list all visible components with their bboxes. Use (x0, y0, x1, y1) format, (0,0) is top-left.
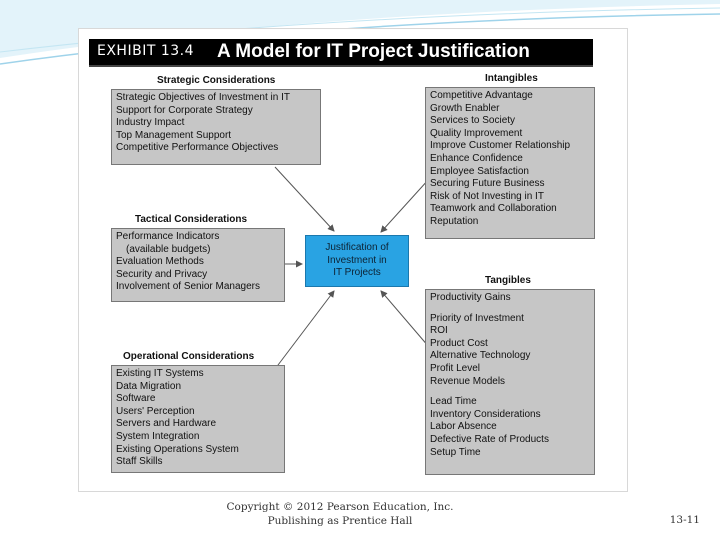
justification-line: Investment in (327, 254, 387, 266)
tactical-item: Security and Privacy (116, 268, 208, 280)
tangibles-item: Setup Time (430, 446, 481, 458)
exhibit-header (89, 39, 593, 65)
tangibles-title: Tangibles (485, 275, 531, 286)
intangibles-item: Enhance Confidence (430, 152, 523, 164)
header-rule (89, 65, 593, 67)
operational-item: Servers and Hardware (116, 418, 217, 430)
copyright-line: Copyright © 2012 Pearson Education, Inc. (226, 501, 454, 513)
exhibit-label: EXHIBIT 13.4 (97, 43, 194, 59)
tangibles-item: Defective Rate of Products (430, 433, 549, 445)
tangibles-item: Profit Level (430, 362, 481, 374)
tangibles-item: Priority of Investment (430, 312, 524, 324)
operational-item: Staff Skills (116, 456, 163, 468)
strategic-item: Strategic Objectives of Investment in IT (116, 92, 290, 103)
tangibles-item: Revenue Models (430, 375, 506, 387)
intangibles-item: Quality Improvement (430, 127, 523, 139)
tangibles-item: Labor Absence (430, 421, 497, 433)
strategic-item: Industry Impact (116, 117, 185, 129)
tangibles-item: Product Cost (430, 337, 488, 349)
arrow-strategic (275, 167, 334, 231)
tactical-item: Involvement of Senior Managers (116, 281, 260, 293)
intangibles-item: Competitive Advantage (430, 90, 533, 101)
justification-box (305, 235, 409, 287)
exhibit-title: A Model for IT Project Justification (217, 41, 530, 62)
strategic-item: Support for Corporate Strategy (116, 104, 253, 116)
arrow-intangibles (381, 179, 429, 232)
intangibles-item: Risk of Not Investing in IT (430, 190, 544, 202)
operational-title: Operational Considerations (123, 351, 255, 362)
intangibles-item: Teamwork and Collaboration (430, 203, 557, 215)
intangibles-title: Intangibles (485, 73, 538, 84)
tangibles-item: Inventory Considerations (430, 408, 541, 420)
operational-item: Data Migration (116, 380, 182, 392)
tactical-box (111, 228, 285, 302)
tangibles-item: Alternative Technology (430, 350, 531, 362)
tangibles-item: Lead Time (430, 396, 477, 408)
tactical-item: (available budgets) (126, 243, 211, 255)
slide-number: 13-11 (669, 514, 700, 526)
tangibles-item: Productivity Gains (430, 292, 511, 303)
operational-item: Users' Perception (116, 405, 195, 417)
strategic-title: Strategic Considerations (157, 75, 276, 86)
operational-item: Software (116, 393, 156, 405)
tangibles-box (425, 289, 595, 475)
intangibles-item: Improve Customer Relationship (430, 140, 571, 152)
intangibles-item: Securing Future Business (430, 178, 545, 190)
tactical-item: Evaluation Methods (116, 256, 204, 268)
operational-item: Existing IT Systems (116, 368, 204, 379)
intangibles-box (425, 87, 595, 239)
strategic-item: Top Management Support (116, 129, 232, 141)
tactical-item: Performance Indicators (116, 231, 220, 242)
operational-item: System Integration (116, 430, 200, 442)
tangibles-item: ROI (430, 325, 448, 337)
intangibles-item: Reputation (430, 215, 479, 227)
strategic-box (111, 89, 321, 165)
operational-box (111, 365, 285, 473)
copyright-line: Publishing as Prentice Hall (267, 515, 413, 527)
intangibles-item: Growth Enabler (430, 102, 500, 114)
arrow-tangibles (381, 291, 429, 347)
intangibles-item: Services to Society (430, 115, 516, 127)
operational-item: Existing Operations System (116, 443, 239, 455)
justification-line: Justification of (325, 242, 389, 254)
exhibit-figure (78, 28, 628, 492)
justification-line: IT Projects (333, 267, 381, 279)
copyright-notice (200, 500, 480, 528)
arrow-operational (275, 291, 334, 369)
strategic-item: Competitive Performance Objectives (116, 142, 279, 154)
intangibles-item: Employee Satisfaction (430, 165, 529, 177)
tactical-title: Tactical Considerations (135, 214, 248, 225)
